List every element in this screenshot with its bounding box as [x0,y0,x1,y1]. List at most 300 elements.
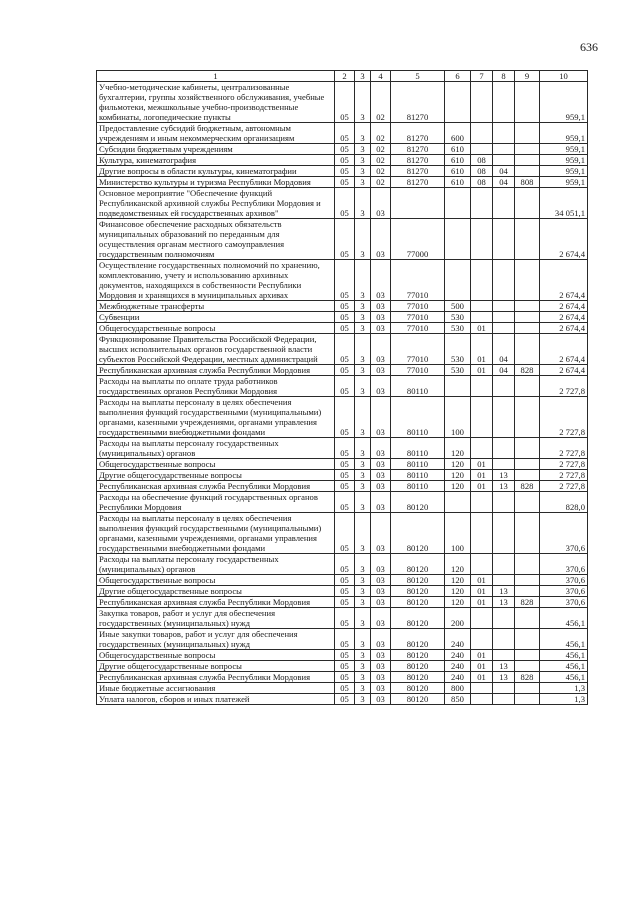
cell-event: 03 [371,481,391,492]
cell-amount: 1,3 [540,683,588,694]
table-row [97,312,588,323]
cell-name: Другие общегосударственные вопросы [97,661,335,672]
cell-ministry [515,470,540,481]
cell-ministry [515,260,540,301]
cell-subsection: 04 [493,166,515,177]
cell-amount: 828,0 [540,492,588,513]
cell-subprogram: 3 [355,438,371,459]
column-header-subprogram: 3 [355,71,371,82]
cell-direction: 80120 [391,672,445,683]
table-row [97,123,588,144]
cell-direction: 80110 [391,459,445,470]
cell-program: 05 [335,481,355,492]
cell-subprogram: 3 [355,694,371,705]
cell-program: 05 [335,554,355,575]
cell-subprogram: 3 [355,123,371,144]
cell-name: Другие вопросы в области культуры, кинематографии [97,166,335,177]
column-header-ministry: 9 [515,71,540,82]
cell-event: 03 [371,260,391,301]
cell-expense-type: 200 [445,608,471,629]
cell-subsection [493,575,515,586]
cell-direction: 77010 [391,312,445,323]
cell-section: 01 [471,334,493,365]
cell-event: 03 [371,650,391,661]
cell-event: 03 [371,513,391,554]
cell-ministry: 828 [515,597,540,608]
cell-amount: 2 727,8 [540,459,588,470]
cell-direction: 81270 [391,177,445,188]
cell-direction: 77010 [391,334,445,365]
cell-section [471,694,493,705]
cell-subprogram: 3 [355,672,371,683]
table-row [97,629,588,650]
cell-direction: 77010 [391,301,445,312]
cell-direction: 77000 [391,219,445,260]
cell-subprogram: 3 [355,260,371,301]
cell-program: 05 [335,365,355,376]
cell-direction: 80120 [391,629,445,650]
cell-direction: 80120 [391,694,445,705]
cell-event: 03 [371,459,391,470]
cell-ministry [515,513,540,554]
table-row [97,481,588,492]
cell-ministry [515,166,540,177]
cell-name: Предоставление субсидий бюджетным, автономным учреждениям и иным некоммерческим организациям [97,123,335,144]
cell-subprogram: 3 [355,188,371,219]
cell-subsection [493,219,515,260]
cell-ministry [515,188,540,219]
cell-expense-type [445,188,471,219]
cell-ministry [515,608,540,629]
cell-program: 05 [335,492,355,513]
cell-ministry [515,650,540,661]
cell-section [471,513,493,554]
cell-name: Субвенции [97,312,335,323]
table-header-row [97,71,588,82]
cell-program: 05 [335,323,355,334]
cell-subprogram: 3 [355,323,371,334]
cell-direction: 80110 [391,470,445,481]
cell-direction: 80110 [391,397,445,438]
cell-amount: 2 674,4 [540,301,588,312]
cell-ministry [515,123,540,144]
cell-amount: 959,1 [540,166,588,177]
cell-event: 03 [371,586,391,597]
cell-ministry [515,586,540,597]
cell-amount: 959,1 [540,155,588,166]
cell-section: 08 [471,177,493,188]
table-row [97,513,588,554]
cell-name: Расходы на выплаты по оплате труда работников государственных органов Республики Мордовия [97,376,335,397]
cell-amount: 2 674,4 [540,260,588,301]
cell-subsection: 13 [493,661,515,672]
cell-section [471,438,493,459]
cell-ministry [515,82,540,123]
cell-subsection [493,492,515,513]
cell-subsection [493,459,515,470]
cell-section [471,219,493,260]
cell-section: 08 [471,166,493,177]
cell-expense-type: 600 [445,123,471,144]
cell-program: 05 [335,260,355,301]
table-row [97,177,588,188]
cell-subsection: 13 [493,672,515,683]
cell-amount: 2 674,4 [540,323,588,334]
cell-subsection [493,438,515,459]
cell-subsection [493,608,515,629]
cell-amount: 2 727,8 [540,397,588,438]
cell-expense-type: 120 [445,459,471,470]
cell-subsection [493,301,515,312]
column-header-event: 4 [371,71,391,82]
cell-subsection [493,397,515,438]
cell-event: 02 [371,166,391,177]
cell-section [471,683,493,694]
cell-direction: 80120 [391,683,445,694]
cell-section [471,608,493,629]
cell-ministry [515,459,540,470]
cell-event: 03 [371,629,391,650]
cell-name: Финансовое обеспечение расходных обязательств муниципальных образований по переданным для осуществления органам местного самоуправления государственным полномочиям [97,219,335,260]
cell-name: Учебно-методические кабинеты, централизованные бухгалтерии, группы хозяйственного обслуживания, учебные фильмотеки, межшкольные учебно-производственные комбинаты, логопедические пункты [97,82,335,123]
cell-subsection [493,650,515,661]
page-number: 636 [580,40,598,54]
cell-amount: 456,1 [540,608,588,629]
cell-subsection [493,144,515,155]
cell-subsection: 04 [493,334,515,365]
table-row [97,82,588,123]
cell-ministry [515,694,540,705]
cell-program: 05 [335,650,355,661]
cell-program: 05 [335,438,355,459]
cell-direction: 80120 [391,513,445,554]
table-row [97,301,588,312]
cell-ministry [515,661,540,672]
cell-program: 05 [335,177,355,188]
cell-name: Уплата налогов, сборов и иных платежей [97,694,335,705]
cell-expense-type: 610 [445,177,471,188]
cell-subprogram: 3 [355,597,371,608]
cell-name: Межбюджетные трансферты [97,301,335,312]
cell-event: 03 [371,597,391,608]
cell-program: 05 [335,144,355,155]
cell-subsection [493,188,515,219]
cell-name: Министерство культуры и туризма Республики Мордовия [97,177,335,188]
cell-subsection: 13 [493,470,515,481]
table-row [97,672,588,683]
cell-direction: 77010 [391,365,445,376]
cell-amount: 2 674,4 [540,365,588,376]
cell-subprogram: 3 [355,586,371,597]
cell-subprogram: 3 [355,397,371,438]
cell-section [471,397,493,438]
cell-direction [391,188,445,219]
cell-direction: 80110 [391,438,445,459]
cell-expense-type: 120 [445,554,471,575]
cell-event: 02 [371,123,391,144]
cell-name: Осуществление государственных полномочий по хранению, комплектованию, учету и использованию архивных документов, находящихся в собственности Республики Мордовия и хранящихся в муниципальных архивах [97,260,335,301]
cell-event: 03 [371,312,391,323]
cell-subsection [493,554,515,575]
cell-direction: 80120 [391,597,445,608]
cell-amount: 959,1 [540,144,588,155]
cell-subprogram: 3 [355,155,371,166]
cell-name: Иные закупки товаров, работ и услуг для обеспечения государственных (муниципальных) нужд [97,629,335,650]
cell-ministry [515,323,540,334]
cell-expense-type: 530 [445,334,471,365]
cell-section: 01 [471,586,493,597]
cell-ministry [515,144,540,155]
cell-name: Республиканская архивная служба Республики Мордовия [97,672,335,683]
cell-program: 05 [335,301,355,312]
cell-amount: 370,6 [540,575,588,586]
cell-program: 05 [335,683,355,694]
cell-program: 05 [335,672,355,683]
cell-name: Культура, кинематография [97,155,335,166]
cell-event: 03 [371,672,391,683]
cell-subsection [493,155,515,166]
cell-section [471,376,493,397]
cell-ministry [515,219,540,260]
cell-section [471,82,493,123]
cell-section: 01 [471,470,493,481]
table-row [97,188,588,219]
cell-name: Расходы на обеспечение функций государственных органов Республики Мордовия [97,492,335,513]
cell-ministry: 828 [515,365,540,376]
cell-program: 05 [335,334,355,365]
cell-amount: 959,1 [540,123,588,144]
cell-event: 03 [371,554,391,575]
cell-ministry [515,492,540,513]
cell-subprogram: 3 [355,661,371,672]
table-row [97,166,588,177]
cell-expense-type: 240 [445,650,471,661]
cell-subprogram: 3 [355,166,371,177]
table-row [97,334,588,365]
cell-amount: 2 674,4 [540,334,588,365]
column-header-amount: 10 [540,71,588,82]
cell-event: 03 [371,365,391,376]
column-header-program: 2 [335,71,355,82]
cell-program: 05 [335,155,355,166]
cell-subprogram: 3 [355,513,371,554]
cell-subprogram: 3 [355,650,371,661]
cell-name: Расходы на выплаты персоналу государственных (муниципальных) органов [97,554,335,575]
cell-expense-type: 240 [445,629,471,650]
cell-subsection [493,323,515,334]
cell-amount: 370,6 [540,597,588,608]
cell-expense-type: 610 [445,144,471,155]
table-row [97,470,588,481]
cell-event: 03 [371,470,391,481]
cell-expense-type: 120 [445,597,471,608]
cell-direction: 80120 [391,661,445,672]
table-row [97,586,588,597]
cell-ministry [515,334,540,365]
cell-subprogram: 3 [355,365,371,376]
cell-direction: 81270 [391,82,445,123]
cell-expense-type [445,376,471,397]
cell-program: 05 [335,397,355,438]
cell-expense-type: 530 [445,312,471,323]
cell-program: 05 [335,694,355,705]
cell-program: 05 [335,586,355,597]
cell-subsection: 13 [493,597,515,608]
cell-expense-type [445,219,471,260]
cell-subsection: 04 [493,365,515,376]
cell-ministry: 828 [515,672,540,683]
table-row [97,376,588,397]
cell-section [471,123,493,144]
cell-program: 05 [335,513,355,554]
cell-section [471,629,493,650]
cell-expense-type: 240 [445,661,471,672]
cell-subsection [493,513,515,554]
table-row [97,492,588,513]
cell-name: Общегосударственные вопросы [97,323,335,334]
cell-ministry: 828 [515,481,540,492]
cell-direction: 81270 [391,144,445,155]
cell-section: 01 [471,575,493,586]
cell-direction: 80120 [391,554,445,575]
cell-name: Республиканская архивная служба Республики Мордовия [97,365,335,376]
column-header-expense-type: 6 [445,71,471,82]
cell-section [471,312,493,323]
table-row [97,323,588,334]
cell-section: 01 [471,481,493,492]
cell-section [471,144,493,155]
cell-expense-type [445,492,471,513]
cell-ministry [515,629,540,650]
cell-amount: 2 674,4 [540,312,588,323]
cell-subprogram: 3 [355,481,371,492]
cell-subsection: 13 [493,586,515,597]
table-row [97,155,588,166]
cell-ministry [515,397,540,438]
column-header-direction: 5 [391,71,445,82]
cell-amount: 34 051,1 [540,188,588,219]
cell-name: Общегосударственные вопросы [97,650,335,661]
cell-subprogram: 3 [355,492,371,513]
cell-program: 05 [335,219,355,260]
table-row [97,219,588,260]
cell-program: 05 [335,188,355,219]
cell-amount: 370,6 [540,554,588,575]
cell-name: Республиканская архивная служба Республики Мордовия [97,481,335,492]
cell-program: 05 [335,661,355,672]
cell-section: 08 [471,155,493,166]
cell-ministry [515,575,540,586]
cell-subprogram: 3 [355,312,371,323]
cell-event: 03 [371,323,391,334]
cell-amount: 456,1 [540,672,588,683]
cell-expense-type: 120 [445,586,471,597]
cell-subprogram: 3 [355,144,371,155]
cell-event: 02 [371,82,391,123]
cell-direction: 80120 [391,586,445,597]
cell-event: 03 [371,661,391,672]
cell-subprogram: 3 [355,554,371,575]
cell-subsection [493,683,515,694]
cell-direction: 80120 [391,575,445,586]
cell-amount: 370,6 [540,513,588,554]
cell-event: 03 [371,694,391,705]
cell-direction: 77010 [391,323,445,334]
table-row [97,650,588,661]
cell-subsection [493,123,515,144]
cell-direction: 80120 [391,608,445,629]
cell-event: 03 [371,575,391,586]
cell-ministry [515,312,540,323]
cell-direction: 81270 [391,155,445,166]
cell-subprogram: 3 [355,608,371,629]
cell-expense-type: 120 [445,470,471,481]
column-header-subsection: 8 [493,71,515,82]
cell-direction: 81270 [391,166,445,177]
cell-section: 01 [471,597,493,608]
cell-name: Другие общегосударственные вопросы [97,586,335,597]
table-row [97,694,588,705]
cell-expense-type: 530 [445,323,471,334]
cell-event: 03 [371,683,391,694]
cell-ministry: 808 [515,177,540,188]
cell-section [471,260,493,301]
cell-event: 03 [371,438,391,459]
cell-program: 05 [335,82,355,123]
cell-amount: 1,3 [540,694,588,705]
cell-expense-type: 100 [445,513,471,554]
cell-subsection [493,694,515,705]
table-row [97,365,588,376]
cell-name: Расходы на выплаты персоналу государственных (муниципальных) органов [97,438,335,459]
cell-expense-type: 120 [445,438,471,459]
cell-direction: 81270 [391,123,445,144]
cell-expense-type: 610 [445,155,471,166]
cell-event: 03 [371,492,391,513]
budget-table [96,70,588,705]
cell-amount: 959,1 [540,82,588,123]
cell-ministry [515,683,540,694]
table-row [97,260,588,301]
cell-subprogram: 3 [355,683,371,694]
column-header-section: 7 [471,71,493,82]
cell-name: Основное мероприятие "Обеспечение функций Республиканской архивной службы Республики Мордовия и подведомственных ей государственных архивов" [97,188,335,219]
cell-expense-type: 500 [445,301,471,312]
cell-event: 03 [371,397,391,438]
cell-event: 03 [371,334,391,365]
cell-event: 02 [371,144,391,155]
cell-event: 02 [371,155,391,166]
cell-program: 05 [335,459,355,470]
cell-subsection: 04 [493,177,515,188]
cell-expense-type: 530 [445,365,471,376]
cell-section: 01 [471,459,493,470]
cell-section [471,554,493,575]
cell-ministry [515,301,540,312]
cell-program: 05 [335,166,355,177]
table-row [97,397,588,438]
cell-amount: 2 727,8 [540,470,588,481]
cell-expense-type [445,82,471,123]
cell-amount: 959,1 [540,177,588,188]
cell-program: 05 [335,629,355,650]
column-header-name: 1 [97,71,335,82]
cell-expense-type: 120 [445,575,471,586]
cell-section [471,188,493,219]
cell-program: 05 [335,312,355,323]
cell-name: Расходы на выплаты персоналу в целях обеспечения выполнения функций государственными (муниципальными) органами, казенными учреждениями, органами управления государственными внебюджетными фондами [97,513,335,554]
cell-ministry [515,155,540,166]
